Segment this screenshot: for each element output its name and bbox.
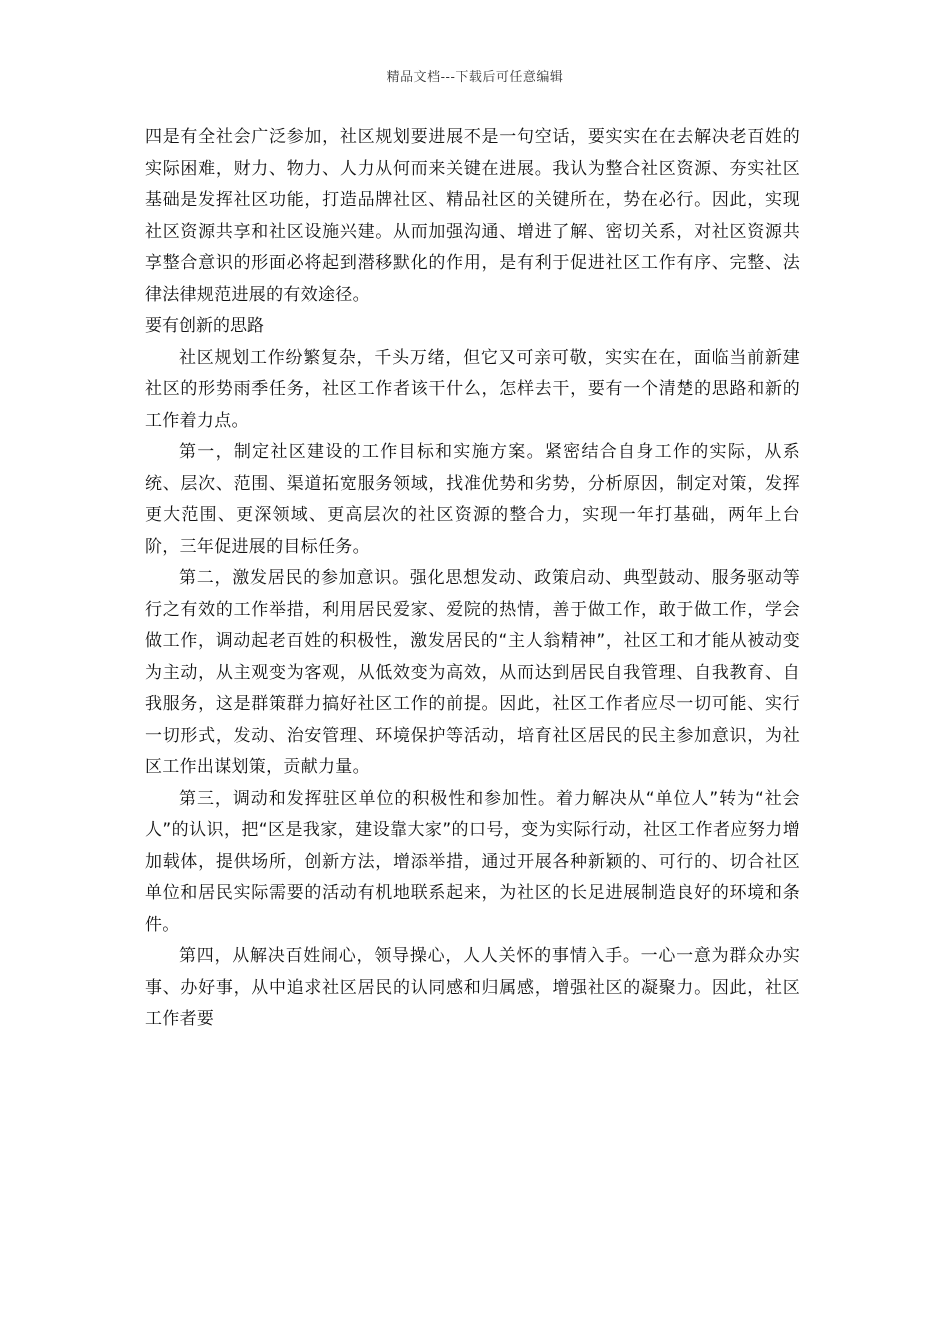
page-header: 精品文档---下载后可任意编辑	[386, 70, 564, 85]
paragraph-second-point: 第二，激发居民的参加意识。强化思想发动、政策启动、典型鼓动、服务驱动等行之有效的工作举措，利用居民爱家、爱院的热情，善于做工作，敢于做工作，学会做工作，调动起老百姓的积极性，激发居民的“主人翁精神”，社区工和才能从被动变为主动，从主观变为客观，从低效变为高效，从而达到居民自我管理、自我教育、自我服务，这是群策群力搞好社区工作的前提。因此，社区工作者应尽一切可能、实行一切形式，发动、治安管理、环境保护等活动，培育社区居民的民主参加意识，为社区工作出谋划策，贡献力量。	[145, 568, 800, 777]
paragraph-intro: 社区规划工作纷繁复杂，千头万绪，但它又可亲可敬，实实在在，面临当前新建社区的形势雨季任务，社区工作者该干什么，怎样去干，要有一个清楚的思路和新的工作着力点。	[145, 347, 800, 431]
paragraph-resource-sharing: 四是有全社会广泛参加，社区规划要进展不是一句空话，要实实在在去解决老百姓的实际困难，财力、物力、人力从何而来关键在进展。我认为整合社区资源、夯实社区基础是发挥社区功能，打造品牌社区、精品社区的关键所在，势在必行。因此，实现社区资源共享和社区设施兴建。从而加强沟通、增进了解、密切关系，对社区资源共享整合意识的形面必将起到潜移默化的作用，是有利于促进社区工作有序、完整、法律法律规范进展的有效途径。	[145, 127, 800, 305]
document-body	[145, 122, 800, 1036]
paragraph-third-point: 第三，调动和发挥驻区单位的积极性和参加性。着力解决从“单位人”转为“社会人”的认识，把“区是我家，建设靠大家”的口号，变为实际行动，社区工作者应努力增加载体，提供场所，创新方法，增添举措，通过开展各种新颖的、可行的、切合社区单位和居民实际需要的活动有机地联系起来，为社区的长足进展制造良好的环境和条件。	[145, 788, 800, 935]
paragraph-first-point: 第一，制定社区建设的工作目标和实施方案。紧密结合自身工作的实际，从系统、层次、范围、渠道拓宽服务领域，找准优势和劣势，分析原因，制定对策，发挥更大范围、更深领域、更高层次的社区资源的整合力，实现一年打基础，两年上台阶，三年促进展的目标任务。	[145, 442, 800, 557]
paragraph-fourth-point: 第四，从解决百姓闹心，领导操心，人人关怀的事情入手。一心一意为群众办实事、办好事，从中追求社区居民的认同感和归属感，增强社区的凝聚力。因此，社区工作者要	[145, 946, 800, 1029]
section-heading-innovative-thinking: 要有创新的思路	[145, 316, 264, 336]
